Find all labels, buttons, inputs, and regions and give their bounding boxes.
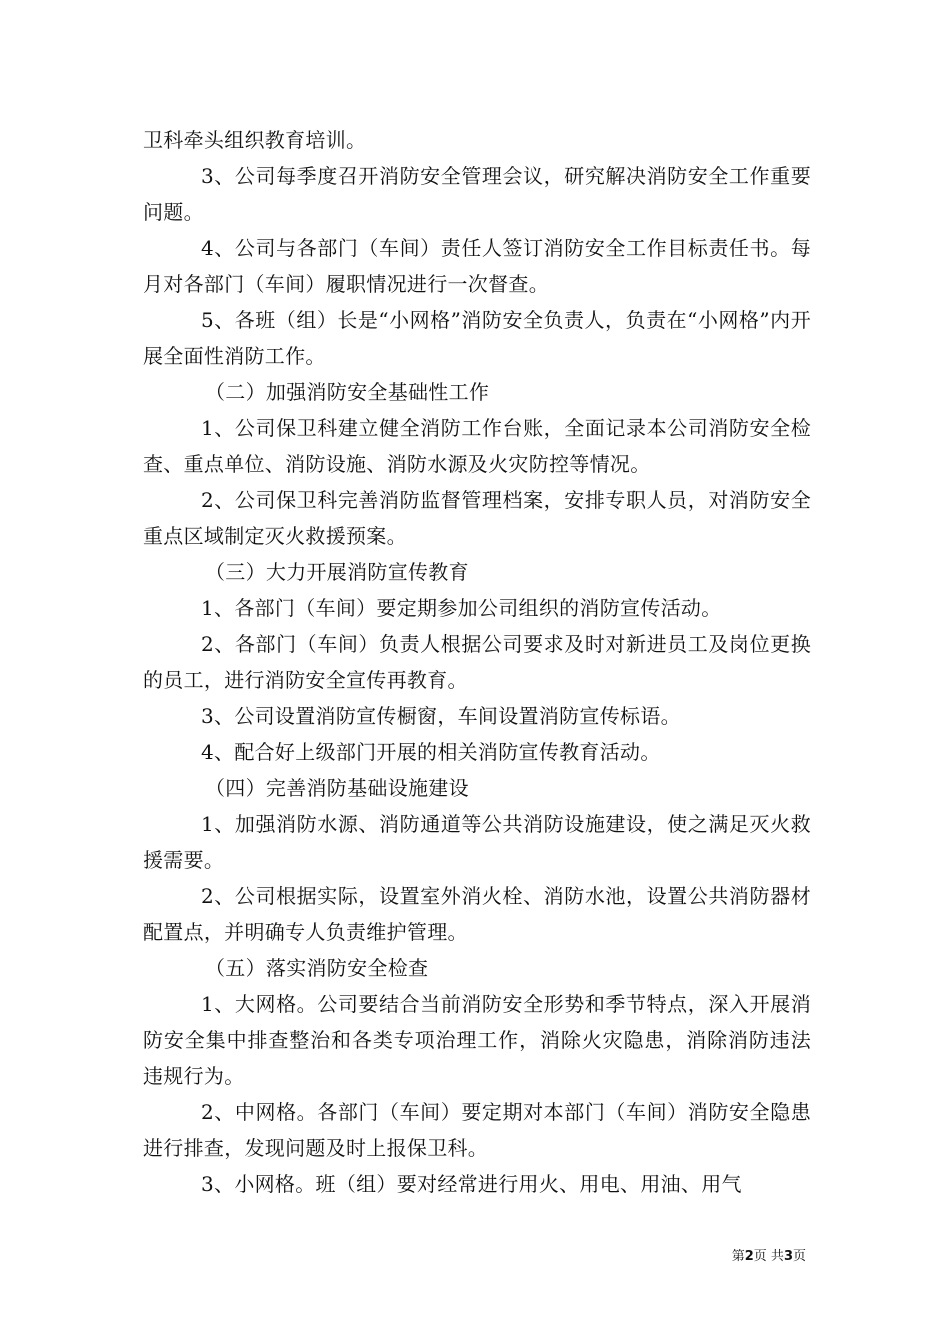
section-heading: （三）大力开展消防宣传教育 [205,560,469,584]
list-item: 2、中网格。各部门（车间）要定期对本部门（车间）消防安全隐患进行排查，发现问题及时上报保卫科。 [143,1100,811,1160]
footer-suffix: 页 [792,1249,806,1264]
list-item: 3、小网格。班（组）要对经常进行用火、用电、用油、用气 [201,1172,742,1196]
paragraph: 卫科牵头组织教育培训。 [143,128,367,152]
list-item: 1、大网格。公司要结合当前消防安全形势和季节特点，深入开展消防安全集中排查整治和各类专项治理工作，消除火灾隐患，消除消防违法违规行为。 [143,992,811,1088]
section-heading: （二）加强消防安全基础性工作 [205,380,490,404]
list-item: 3、公司设置消防宣传橱窗，车间设置消防宣传标语。 [201,704,681,728]
list-item: 4、配合好上级部门开展的相关消防宣传教育活动。 [201,740,661,764]
list-item: 5、各班（组）长是“小网格”消防安全负责人，负责在“小网格”内开展全面性消防工作。 [143,308,811,368]
current-page-number: 2 [744,1249,754,1264]
footer-prefix: 第 [731,1249,745,1264]
section-heading: （四）完善消防基础设施建设 [205,776,469,800]
list-item: 4、公司与各部门（车间）责任人签订消防安全工作目标责任书。每月对各部门（车间）履职情况进行一次督查。 [143,236,811,296]
list-item: 1、各部门（车间）要定期参加公司组织的消防宣传活动。 [201,596,722,620]
section-heading: （五）落实消防安全检查 [205,956,429,980]
total-page-number: 3 [783,1249,793,1264]
footer-middle: 页 共 [753,1249,784,1264]
document-body [143,122,811,1202]
list-item: 1、加强消防水源、消防通道等公共消防设施建设，使之满足灭火救援需要。 [143,812,811,872]
page-number-footer [0,1247,806,1267]
list-item: 1、公司保卫科建立健全消防工作台账，全面记录本公司消防安全检查、重点单位、消防设施、消防水源及火灾防控等情况。 [143,416,811,476]
list-item: 2、公司根据实际，设置室外消火栓、消防水池，设置公共消防器材配置点，并明确专人负责维护管理。 [143,884,811,944]
list-item: 2、各部门（车间）负责人根据公司要求及时对新进员工及岗位更换的员工，进行消防安全宣传再教育。 [143,632,811,692]
list-item: 3、公司每季度召开消防安全管理会议，研究解决消防安全工作重要问题。 [143,164,811,224]
list-item: 2、公司保卫科完善消防监督管理档案，安排专职人员，对消防安全重点区域制定灭火救援预案。 [143,488,811,548]
